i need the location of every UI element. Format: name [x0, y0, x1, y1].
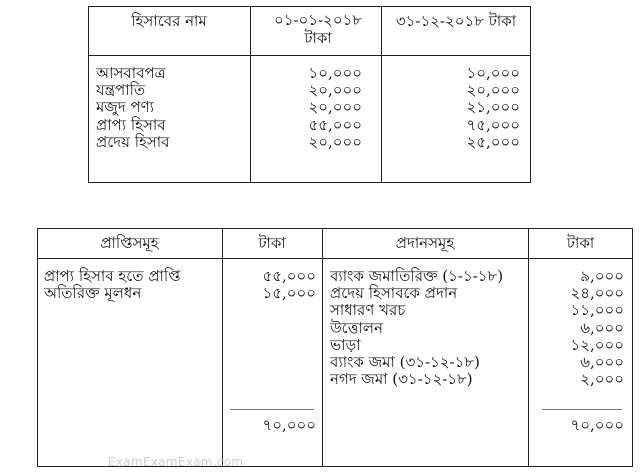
opening-amount: ১০,০০০ [308, 64, 362, 82]
cash-table-divider [222, 228, 223, 467]
receipts-list [44, 268, 181, 302]
account-name: মজুদ পণ্য [96, 98, 154, 117]
payment-item: ভাড়া [330, 335, 361, 354]
accounts-header-name: হিসাবের নাম [131, 12, 207, 30]
receipt-amount: ১৫,০০০ [262, 284, 316, 303]
payment-item: প্রদেয় হিসাবকে প্রদান [330, 284, 458, 303]
closing-amount: ২৫,০০০ [466, 132, 520, 151]
accounts-header-closing: ৩১-১২-২০১৮ টাকা [395, 12, 517, 30]
accounts-table-divider [381, 6, 382, 183]
payment-amount: ১২,০০০ [570, 335, 624, 354]
accounts-closing-list [390, 65, 520, 151]
payment-item: উত্তোলন [330, 318, 383, 337]
accounts-opening-list [258, 65, 362, 151]
watermark: ExamExamExam.com [108, 455, 244, 469]
account-name: প্রাপ্য হিসাব [96, 115, 166, 134]
account-name: যন্ত্রপাতি [96, 81, 146, 100]
payments-amount-list [536, 268, 624, 388]
receipts-amount-header: টাকা [258, 234, 286, 252]
payment-amount: ৬,০০০ [580, 352, 624, 371]
payment-item: ব্যাংক জমাতিরিক্ত (১-১-১৮) [330, 267, 504, 285]
accounts-names-list [96, 65, 170, 151]
payment-item: সাধারণ খরচ [330, 301, 406, 320]
closing-amount: ১০,০০০ [466, 64, 520, 82]
payment-item: নগদ জমা (৩১-১২-১৮) [330, 370, 473, 389]
opening-amount: ২০,০০০ [308, 132, 362, 151]
receipts-amount-list [230, 268, 316, 302]
accounts-table-divider [250, 6, 251, 183]
payments-total-rule [542, 409, 622, 410]
closing-amount: ২০,০০০ [466, 81, 520, 100]
receipt-amount: ৫৫,০০০ [262, 267, 316, 285]
payments-header: প্রদানসমূহ [395, 234, 455, 252]
account-name: প্রদেয় হিসাব [96, 132, 170, 151]
receipts-total: ৭০,০০০ [262, 416, 316, 434]
payment-amount: ৯,০০০ [580, 267, 624, 285]
cash-table-header-rule [37, 258, 633, 259]
payment-amount: ২,০০০ [580, 370, 624, 389]
receipt-item: প্রাপ্য হিসাব হতে প্রাপ্তি [44, 267, 181, 285]
accounts-header-opening: ০১-০১-২০১৮ টাকা [273, 11, 363, 47]
closing-amount: ৭৫,০০০ [466, 115, 520, 134]
cash-table-divider [528, 228, 529, 467]
payment-amount: ২৪,০০০ [570, 284, 624, 303]
payments-total: ৭০,০০০ [570, 416, 624, 434]
account-name: আসবাবপত্র [96, 64, 166, 82]
closing-amount: ২১,০০০ [466, 98, 520, 117]
payments-list [330, 268, 503, 388]
opening-amount: ৫৫,০০০ [308, 115, 362, 134]
accounts-table-header-rule [88, 55, 531, 56]
receipt-item: অতিরিক্ত মূলধন [44, 284, 142, 303]
payment-amount: ১১,০০০ [570, 301, 624, 320]
payments-amount-header: টাকা [566, 234, 595, 252]
receipts-total-rule [230, 409, 314, 410]
receipts-header: প্রাপ্তিসমূহ [100, 234, 159, 252]
opening-amount: ২০,০০০ [308, 98, 362, 117]
opening-amount: ২০,০০০ [308, 81, 362, 100]
cash-table-divider [322, 228, 323, 467]
payment-item: ব্যাংক জমা (৩১-১২-১৮) [330, 352, 480, 371]
payment-amount: ৬,০০০ [580, 318, 624, 337]
